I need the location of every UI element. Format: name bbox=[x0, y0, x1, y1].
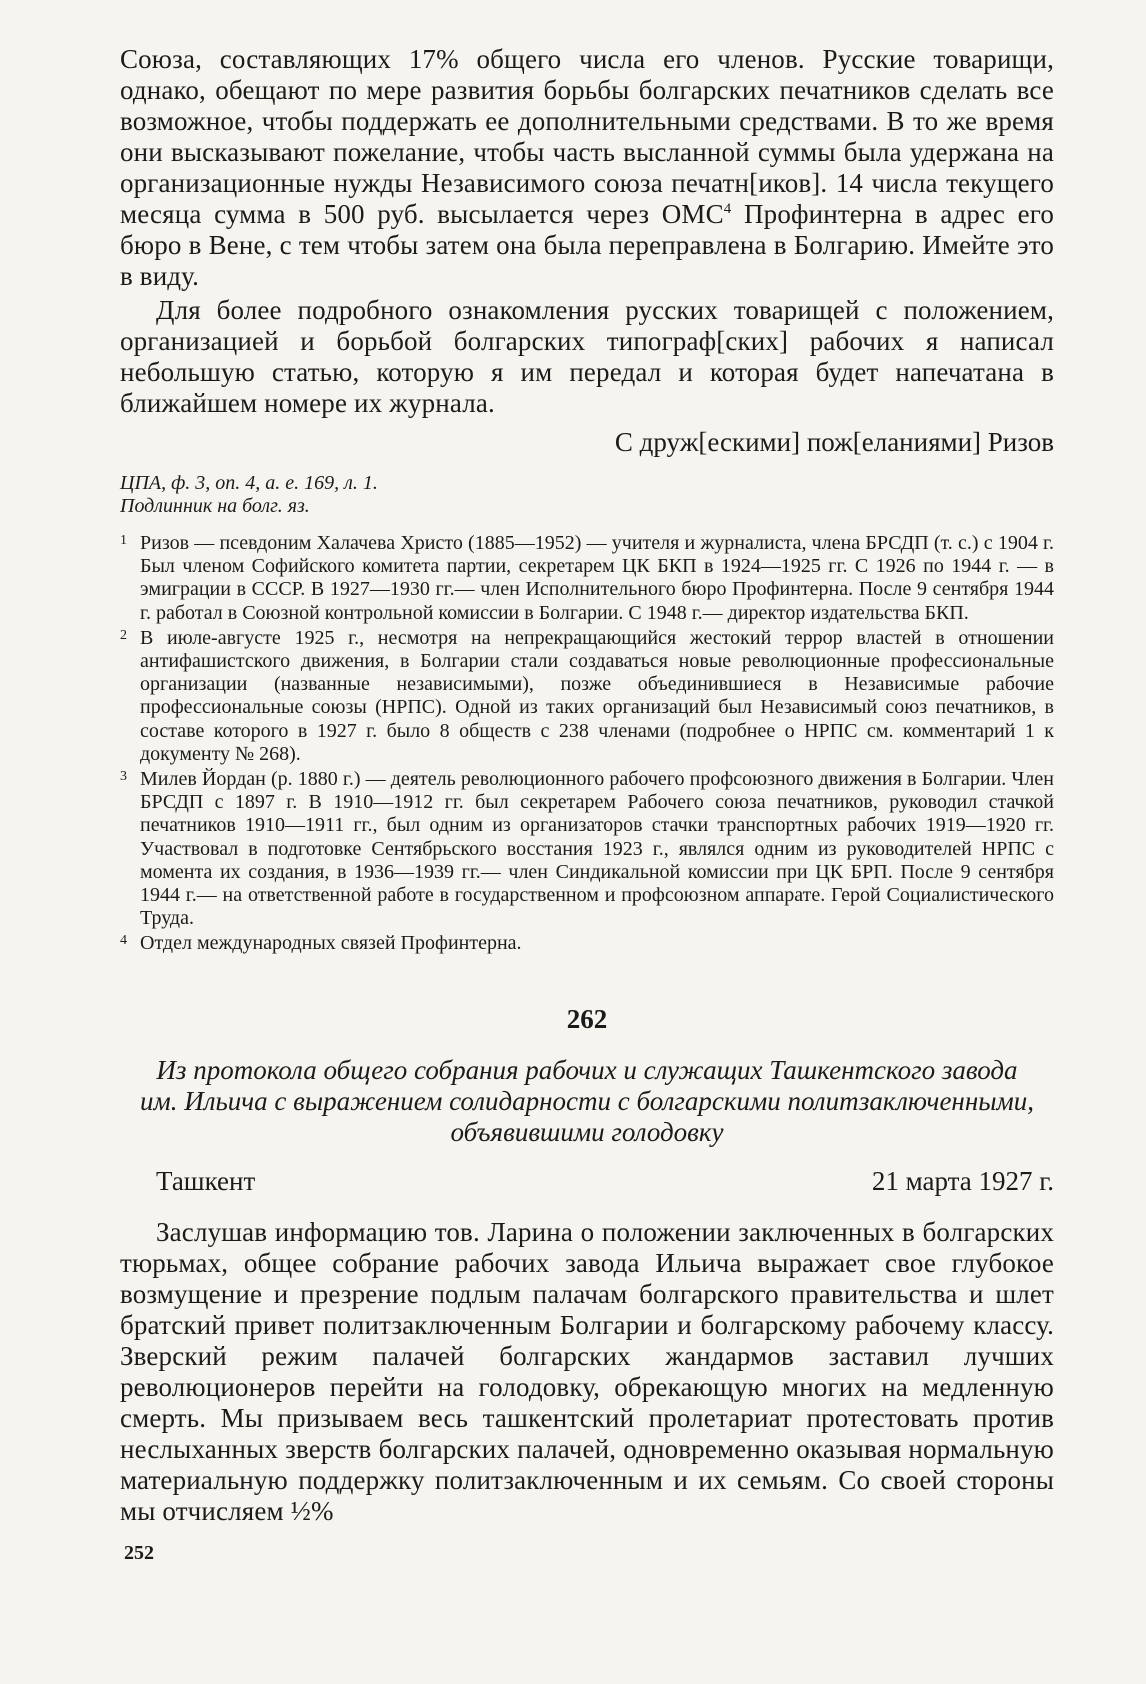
letter-signature: С друж[ескими] пож[еланиями] Ризов bbox=[614, 427, 1054, 457]
footnote bbox=[120, 627, 1054, 766]
archive-reference bbox=[120, 472, 1054, 518]
footnote bbox=[120, 532, 1054, 625]
archive-original-language: Подлинник на болг. яз. bbox=[120, 495, 310, 517]
document-title: Из протокола общего собрания рабочих и служащих Ташкентского завода им. Ильича с выражением солидарности с болгарскими политзаключенными, объявившими голодовку bbox=[140, 1054, 1034, 1147]
footnote-number: 3 bbox=[120, 769, 127, 785]
document-date: 21 марта 1927 г. bbox=[871, 1165, 1054, 1196]
archive-source: ЦПА, ф. 3, оп. 4, а. е. 169, л. 1. bbox=[120, 472, 378, 494]
paragraph-continued bbox=[120, 44, 1054, 292]
place-date-line bbox=[120, 1166, 1054, 1197]
footnote-number: 1 bbox=[120, 533, 127, 548]
footnote-number: 4 bbox=[120, 933, 127, 949]
document-text: Заслушав информацию тов. Ларина о положении заключенных в болгарских тюрьмах, общее собрание рабочих завода Ильича выражает свое глубокое возмущение и презрение подлым палачам болгарского правительства и шлет братский привет политзаключенным Болгарии и болгарскому рабочему классу. Зверский режим палачей болгарских жандармов заставил лучших революционеров перейти на голодовку, обрекающую многих на медленную смерть. Мы призываем весь ташкентский пролетариат протестовать против неслыханных зверств болгарских палачей, одновременно оказывая нормальную материальную поддержку политзаключенным и их семьям. Со своей стороны мы отчисляем ½% bbox=[120, 1216, 1054, 1526]
footnote bbox=[120, 768, 1054, 930]
footnote-text: Милев Йордан (р. 1880 г.) — деятель революционного рабочего профсоюзного движения в Болгарии. Член БРСДП с 1897 г. В 1910—1912 гг. был секретарем Рабочего союза печатников, руководил стачкой печатников 1910—1911 гг., был одним из организаторов стачки транспортных рабочих 1919—1920 гг. Участвовал в подготовке Сентябрьского восстания 1923 г., являлся одним из руководителей НРПС с момента их создания, в 1936—1939 гг.— член Синдикальной комиссии при ЦК БРП. После 9 сентября 1944 г.— на ответственной работе в государственном и профсоюзном аппарате. Герой Социалистического Труда. bbox=[140, 768, 1054, 930]
paragraph-article: Для более подробного ознакомления русских товарищей с положением, организацией и борьбой болгарских типограф[ских] рабочих я написал небольшую статью, которую я им передал и которая будет напечатана в ближайшем номере их журнала. bbox=[120, 295, 1054, 418]
footnote-text: Ризов — псевдоним Халачева Христо (1885—1952) — учителя и журналиста, члена БРСДП (т. с.) с 1904 г. Был членом Софийского комитета партии, секретарем ЦК БКП в 1924—1925 гг. С 1926 по 1944 г. — в эмиграции в СССР. В 1927—1930 гг.— член Исполнительного бюро Профинтерна. После 9 сентября 1944 г. работал в Союзной контрольной комиссии в Болгарии. С 1948 г.— директор издательства БКП. bbox=[140, 532, 1054, 624]
document-place: Ташкент bbox=[156, 1165, 256, 1196]
footnote-text: Отдел международных связей Профинтерна. bbox=[140, 932, 522, 955]
document-number: 262 bbox=[566, 1003, 608, 1034]
paragraph-text: Союза, составляющих 17% общего числа его членов. Русские товарищи, однако, обещают по мере развития борьбы болгарских печатников сделать все возможное, чтобы поддержать ее дополнительными средствами. В то же время они высказывают пожелание, чтобы часть высланной суммы была удержана на организационные нужды Независимого союза печатн[иков]. 14 числа текущего месяца сумма в 500 руб. высылается через ОМС bbox=[120, 44, 1054, 229]
paragraph-text-end: Профинтерна в адрес его бюро в Вене, с тем чтобы затем она была переправлена в Болгарию. Имейте это в виду. bbox=[120, 199, 1054, 291]
footnote-number: 2 bbox=[120, 627, 127, 643]
page-number: 252 bbox=[124, 1542, 154, 1564]
footnotes bbox=[120, 532, 1054, 956]
footnote-text: В июле-августе 1925 г., несмотря на непрекращающийся жестокий террор властей в отношении антифашистского движения, в Болгарии стали создаваться новые революционные профессиональные организации (названные независимыми), позже объединившиеся в Независимые рабочие профессиональные союзы (НРПС). Одной из таких организаций был Независимый союз печатников, в составе которого в 1927 г. было 8 обществ с 238 членами (подробнее о НРПС см. комментарий 1 к документу № 268). bbox=[140, 626, 1054, 765]
footnote bbox=[120, 932, 1054, 955]
footnote-ref: 4 bbox=[723, 201, 732, 217]
